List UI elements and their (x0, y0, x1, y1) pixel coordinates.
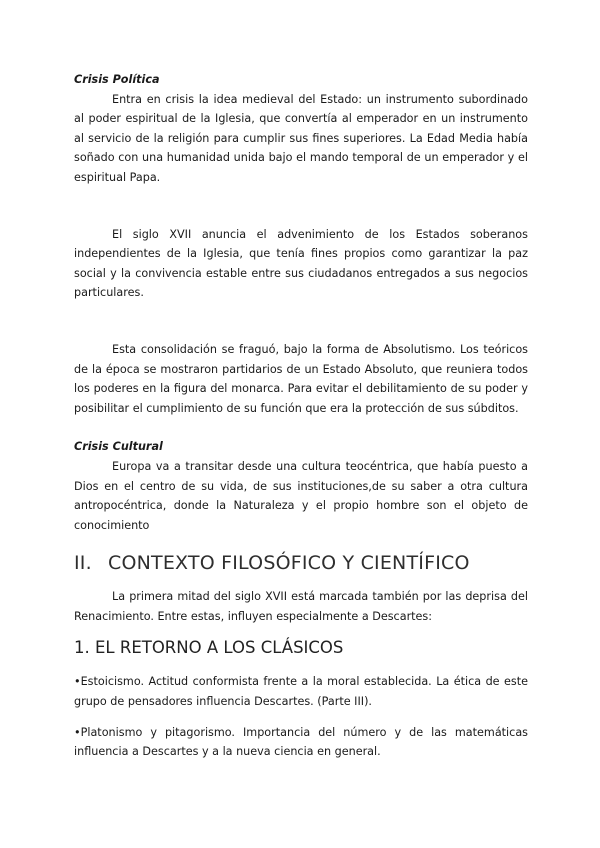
subsection-heading-clasicos: 1. EL RETORNO A LOS CLÁSICOS (74, 638, 344, 658)
section-title: CONTEXTO FILOSÓFICO Y CIENTÍFICO (108, 552, 470, 575)
politica-paragraph-2: El siglo XVII anuncia el advenimiento de los Estados soberanos independientes de la Iglesia, que tenía fines propios como garantizar la paz social y la convivencia estable entre sus ciudadanos entregados a sus negocios particulares. (74, 227, 528, 300)
contexto-intro: La primera mitad del siglo XVII está marcada también por las deprisa del Renacimiento. Entre estas, influyen especialmente a Descartes: (74, 590, 528, 623)
bullet-estoicismo: •Estoicismo. Actitud conformista frente a la moral establecida. La ética de este grupo de pensadores influencia Descartes. (Parte III). (74, 675, 528, 709)
section-number: II. (74, 552, 92, 575)
politica-paragraph-3: Esta consolidación se fraguó, bajo la forma de Absolutismo. Los teóricos de la época se mostraron partidarios de un Estado Absoluto, que reuniera todos los poderes en la figura del monarca. Para evitar el debilitamiento de su poder y posibilitar el cumplimiento de su función que era la protección de sus súbditos. (74, 342, 528, 415)
bullet-platonismo: •Platonismo y pitagorismo. Importancia del número y de las matemáticas influencia a Descartes y a la nueva ciencia en general. (74, 725, 528, 759)
cultural-paragraph-1: Europa va a transitar desde una cultura teocéntrica, que había puesto a Dios en el centro de su vida, de sus instituciones,de su saber a otra cultura antropocéntrica, donde la Naturaleza y el propio hombre son el objeto de conocimiento (74, 459, 528, 532)
section-heading-contexto (74, 549, 528, 577)
document-page (74, 70, 528, 762)
politica-paragraph-1: Entra en crisis la idea medieval del Estado: un instrumento subordinado al poder espiritual de la Iglesia, que convertía al emperador en un instrumento al servicio de la religión para cumplir sus fines superiores. La Edad Media había soñado con una humanidad unida bajo el mando temporal de un emperador y el espiritual Papa. (74, 92, 528, 184)
crisis-politica-heading: Crisis Política (74, 73, 160, 86)
crisis-cultural-heading: Crisis Cultural (74, 440, 163, 454)
